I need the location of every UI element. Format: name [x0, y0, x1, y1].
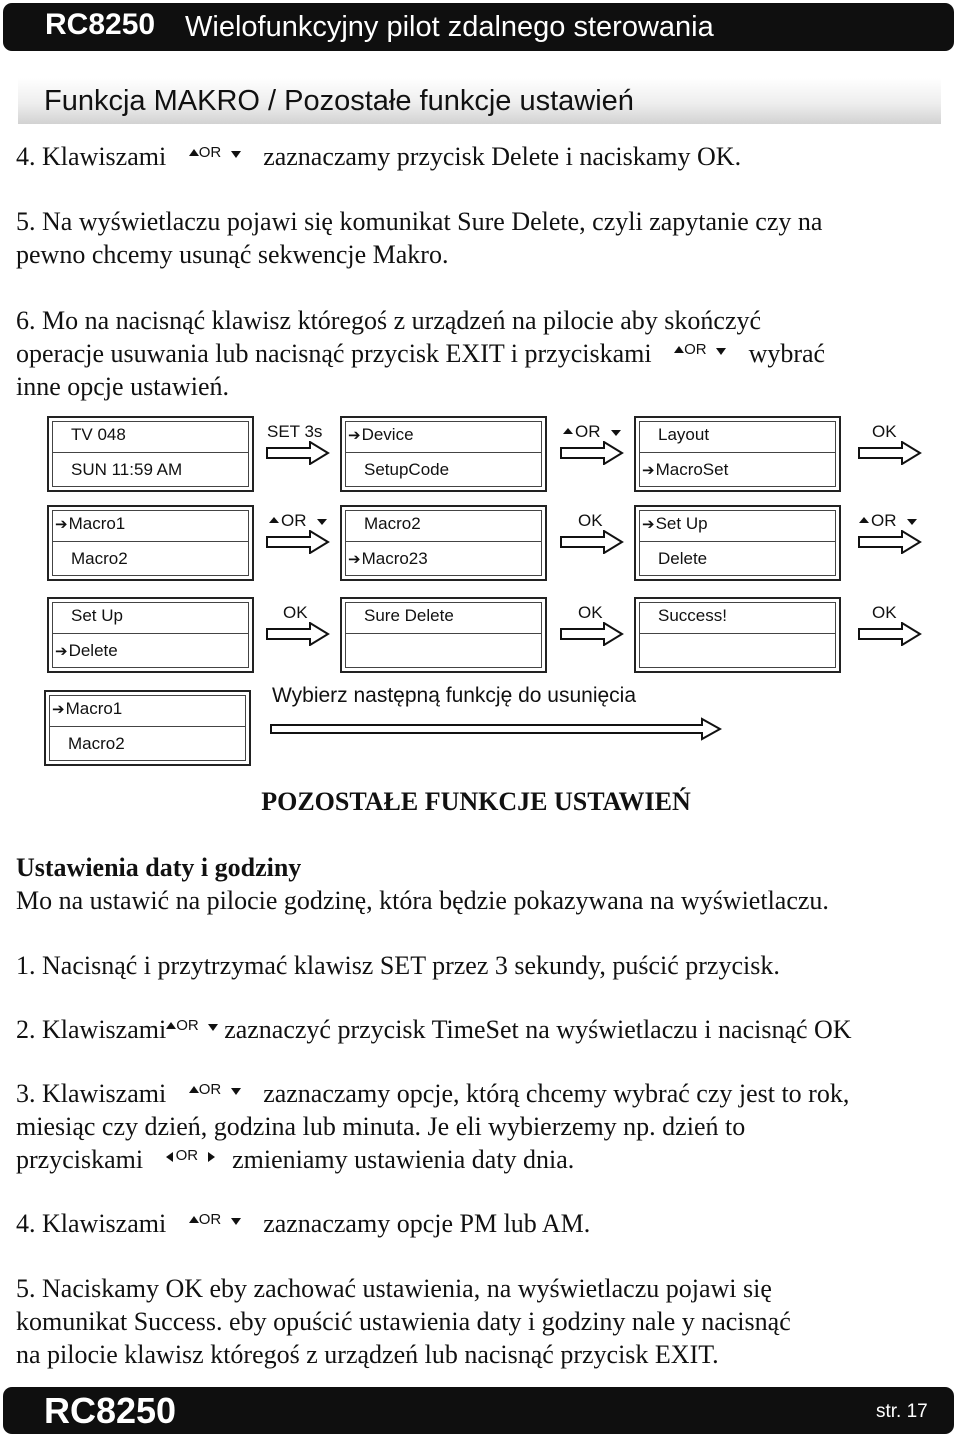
- step-4-pre: 4. Klawiszami: [16, 142, 167, 171]
- lcd-screen-tv: [47, 416, 254, 492]
- ok-label: OK: [872, 422, 897, 441]
- right-arrow-icon: [560, 530, 624, 554]
- up-or-down-keys-icon: OR: [173, 142, 257, 168]
- lcd-screen-macro2: [340, 505, 547, 581]
- setting-step-2-pre: 2. Klawiszami: [16, 1015, 167, 1044]
- up-or-down-keys-icon: OR: [162, 1015, 224, 1041]
- lcd-screen-macro1: [47, 505, 254, 581]
- lcd-screen-device: [340, 416, 547, 492]
- step-6-line3: inne opcje ustawień.: [16, 372, 229, 401]
- lcd-line: TV 048: [71, 425, 126, 444]
- lcd-line: SUN 11:59 AM: [71, 460, 183, 479]
- long-right-arrow-icon: [270, 717, 722, 741]
- up-or-down-keys-icon: OR: [857, 511, 919, 531]
- ok-label: OK: [578, 603, 603, 622]
- lcd-screen-success: [634, 597, 841, 673]
- other-settings-heading: POZOSTAŁE FUNKCJE USTAWIEŃ: [261, 787, 691, 816]
- up-or-down-keys-icon: OR: [561, 422, 623, 442]
- step-6-line2-pre: operacje usuwania lub nacisnąć przycisk EXIT i przyciskami: [16, 339, 652, 368]
- step-5-line2: pewno chcemy usunąć sekwencje Makro.: [16, 240, 449, 269]
- lcd-line: Sure Delete: [364, 606, 454, 625]
- lcd-line-selected: ➔Set Up: [642, 514, 708, 533]
- lcd-line: SetupCode: [364, 460, 450, 479]
- ok-label: OK: [283, 603, 308, 622]
- right-arrow-icon: [560, 622, 624, 646]
- right-arrow-icon: [858, 441, 922, 465]
- lcd-screen-layout: [634, 416, 841, 492]
- step-5: [16, 205, 822, 271]
- setting-step-5-line2: komunikat Success. eby opuścić ustawienia daty i godziny nale y nacisnąć: [16, 1307, 791, 1336]
- ok-label: OK: [872, 603, 897, 622]
- lcd-line-selected: ➔Device: [348, 425, 414, 444]
- setting-step-5-line1: 5. Naciskamy OK eby zachować ustawienia, na wyświetlaczu pojawi się: [16, 1274, 772, 1303]
- lcd-line: Macro2: [71, 549, 128, 568]
- section-title: Funkcja MAKRO / Pozostałe funkcje ustawień: [44, 85, 634, 117]
- setting-step-5-line3: na pilocie klawisz któregoś z urządzeń lub nacisnąć przycisk EXIT.: [16, 1340, 719, 1369]
- lcd-line: Success!: [658, 606, 727, 625]
- right-arrow-icon: [266, 441, 330, 465]
- lcd-line: Delete: [658, 549, 708, 568]
- lcd-screen-setup-delete: [47, 597, 254, 673]
- intro-text: Mo na ustawić na pilocie godzinę, która będzie pokazywana na wyświetlaczu.: [16, 886, 829, 915]
- lcd-screen-macro-list: [44, 690, 251, 766]
- ok-label: OK: [578, 511, 603, 530]
- lcd-line-selected: ➔Macro1: [55, 514, 126, 533]
- lcd-screen-sure-delete: [340, 597, 547, 673]
- right-arrow-icon: [560, 441, 624, 465]
- step-4-post: zaznaczamy przycisk Delete i naciskamy OK.: [263, 142, 742, 171]
- next-function-text: Wybierz następną funkcję do usunięcia: [272, 684, 637, 707]
- set-3s-label: SET 3s: [267, 422, 323, 441]
- up-or-down-keys-icon: OR: [173, 1079, 257, 1105]
- page-number: str. 17: [876, 1401, 928, 1422]
- setting-step-3-line3-post: zmieniamy ustawienia daty dnia.: [232, 1145, 575, 1174]
- lcd-line-selected: ➔Macro1: [52, 699, 123, 718]
- up-or-down-keys-icon: OR: [658, 339, 742, 365]
- setting-step-3-line2: miesiąc czy dzień, godzina lub minuta. Je eli wybierzemy np. dzień to: [16, 1112, 746, 1141]
- setting-step-2: [16, 1013, 852, 1046]
- lcd-line-selected: ➔MacroSet: [642, 460, 729, 479]
- footer-model: RC8250: [44, 1390, 177, 1431]
- step-5-line1: 5. Na wyświetlaczu pojawi się komunikat Sure Delete, czyli zapytanie czy na: [16, 207, 823, 236]
- right-arrow-icon: [266, 530, 330, 554]
- lcd-line-selected: ➔Delete: [55, 641, 118, 660]
- setting-step-3-line3-pre: przyciskami: [16, 1145, 144, 1174]
- lcd-screen-setup: [634, 505, 841, 581]
- setting-step-5: [16, 1272, 791, 1371]
- step-6-line2-post: wybrać: [748, 339, 826, 368]
- setting-step-4-pre: 4. Klawiszami: [16, 1209, 167, 1238]
- step-6: [16, 304, 825, 403]
- right-arrow-icon: [858, 530, 922, 554]
- right-arrow-icon: [858, 622, 922, 646]
- lcd-line: Layout: [658, 425, 710, 444]
- setting-step-3-pre: 3. Klawiszami: [16, 1079, 167, 1108]
- setting-step-3-post: zaznaczamy opcje, którą chcemy wybrać czy jest to rok,: [263, 1079, 850, 1108]
- setting-step-3: [16, 1077, 849, 1176]
- date-time-subheading: Ustawienia daty i godziny: [16, 853, 302, 882]
- lcd-line: Macro2: [68, 734, 125, 753]
- step-6-line1: 6. Mo na nacisnąć klawisz któregoś z urządzeń na pilocie aby skończyć: [16, 306, 762, 335]
- left-or-right-keys-icon: OR: [150, 1145, 226, 1171]
- header-model: RC8250: [45, 8, 156, 41]
- setting-step-2-post: zaznaczyć przycisk TimeSet na wyświetlaczu i nacisnąć OK: [224, 1015, 852, 1044]
- header-title: Wielofunkcyjny pilot zdalnego sterowania: [185, 11, 714, 43]
- setting-step-4-post: zaznaczamy opcje PM lub AM.: [263, 1209, 591, 1238]
- right-arrow-icon: [266, 622, 330, 646]
- lcd-line-selected: ➔Macro23: [348, 549, 428, 568]
- step-4: [16, 140, 741, 173]
- lcd-line: Set Up: [71, 606, 123, 625]
- setting-step-1: 1. Nacisnąć i przytrzymać klawisz SET przez 3 sekundy, puścić przycisk.: [16, 951, 780, 980]
- setting-step-4: [16, 1207, 590, 1240]
- up-or-down-keys-icon: OR: [267, 511, 329, 531]
- up-or-down-keys-icon: OR: [173, 1209, 257, 1235]
- lcd-line: Macro2: [364, 514, 421, 533]
